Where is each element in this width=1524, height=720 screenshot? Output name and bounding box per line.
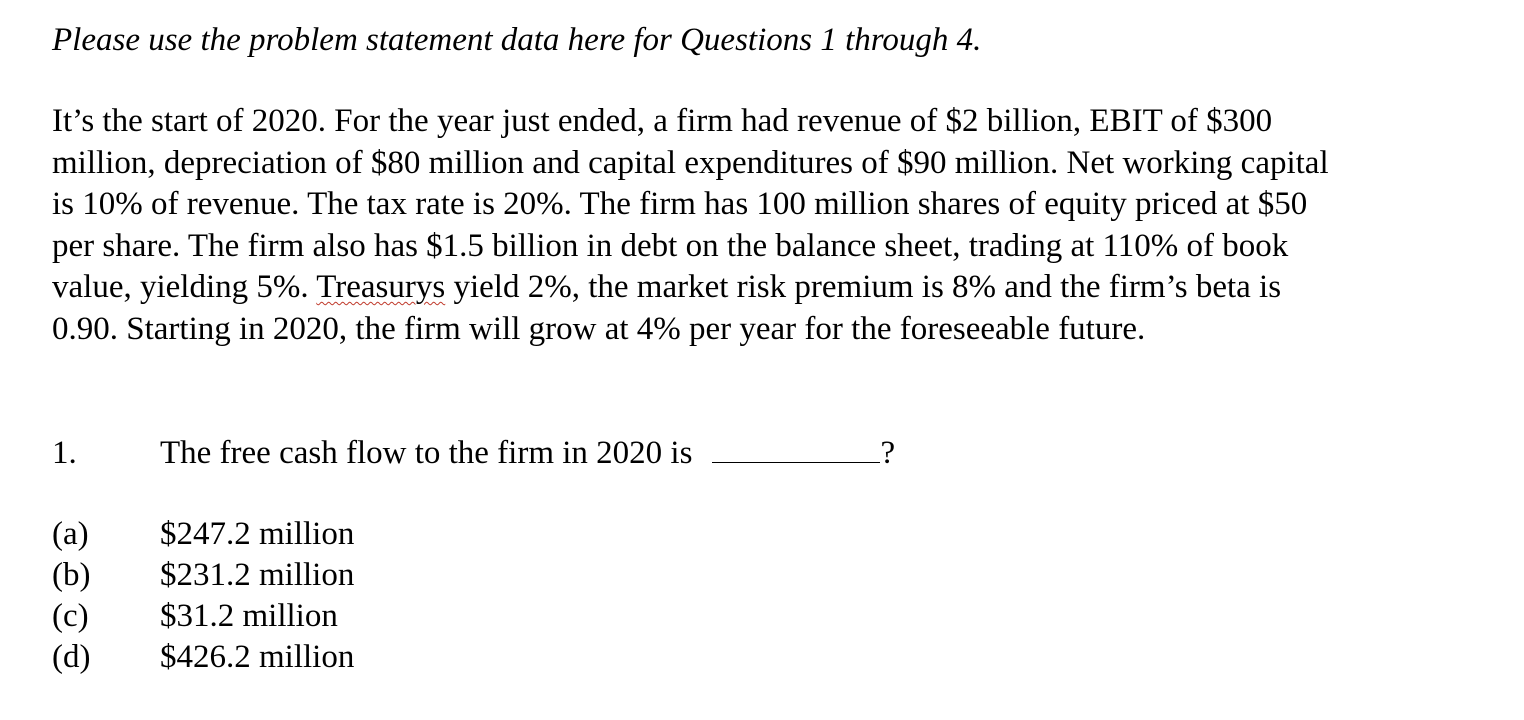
choice-letter: (b) [52, 557, 91, 593]
question-text-row [160, 432, 895, 474]
statement-line-3: is 10% of revenue. The tax rate is 20%. The firm has 100 million shares of equity priced at $50 [52, 186, 1308, 222]
question-mark: ? [880, 435, 896, 471]
statement-line-1: It’s the start of 2020. For the year just ended, a firm had revenue of $2 billion, EBIT of $300 [52, 103, 1273, 139]
question-number: 1. [52, 435, 77, 471]
instructions-heading: Please use the problem statement data here for Questions 1 through 4. [52, 22, 982, 58]
choice-text: $247.2 million [160, 516, 355, 552]
statement-line-5-end: yield 2%, the market risk premium is 8% and the firm’s beta is [445, 269, 1282, 305]
choice-letter: (a) [52, 516, 89, 552]
statement-line-4: per share. The firm also has $1.5 billion in debt on the balance sheet, trading at 110% of book [52, 227, 1289, 264]
statement-line-5-start: value, yielding 5%. [52, 269, 317, 305]
question-text: The free cash flow to the firm in 2020 is [160, 435, 693, 471]
answer-blank [712, 432, 880, 463]
spellcheck-flagged-word[interactable]: Treasurys [316, 269, 446, 305]
statement-line-6: 0.90. Starting in 2020, the firm will grow at 4% per year for the foreseeable future. [52, 310, 1146, 347]
choice-c [52, 596, 652, 637]
statement-line-2: million, depreciation of $80 million and capital expenditures of $90 million. Net working capital [52, 144, 1329, 181]
choice-text: $31.2 million [160, 598, 338, 634]
choice-letter: (d) [52, 639, 91, 675]
statement-line-5 [52, 267, 1329, 309]
choice-letter: (c) [52, 598, 89, 634]
choice-d [52, 637, 652, 678]
problem-statement [52, 101, 1329, 350]
answer-choices [52, 514, 652, 678]
choice-b [52, 555, 652, 596]
choice-text: $231.2 million [160, 557, 355, 593]
choice-a [52, 514, 652, 555]
choice-text: $426.2 million [160, 639, 355, 675]
